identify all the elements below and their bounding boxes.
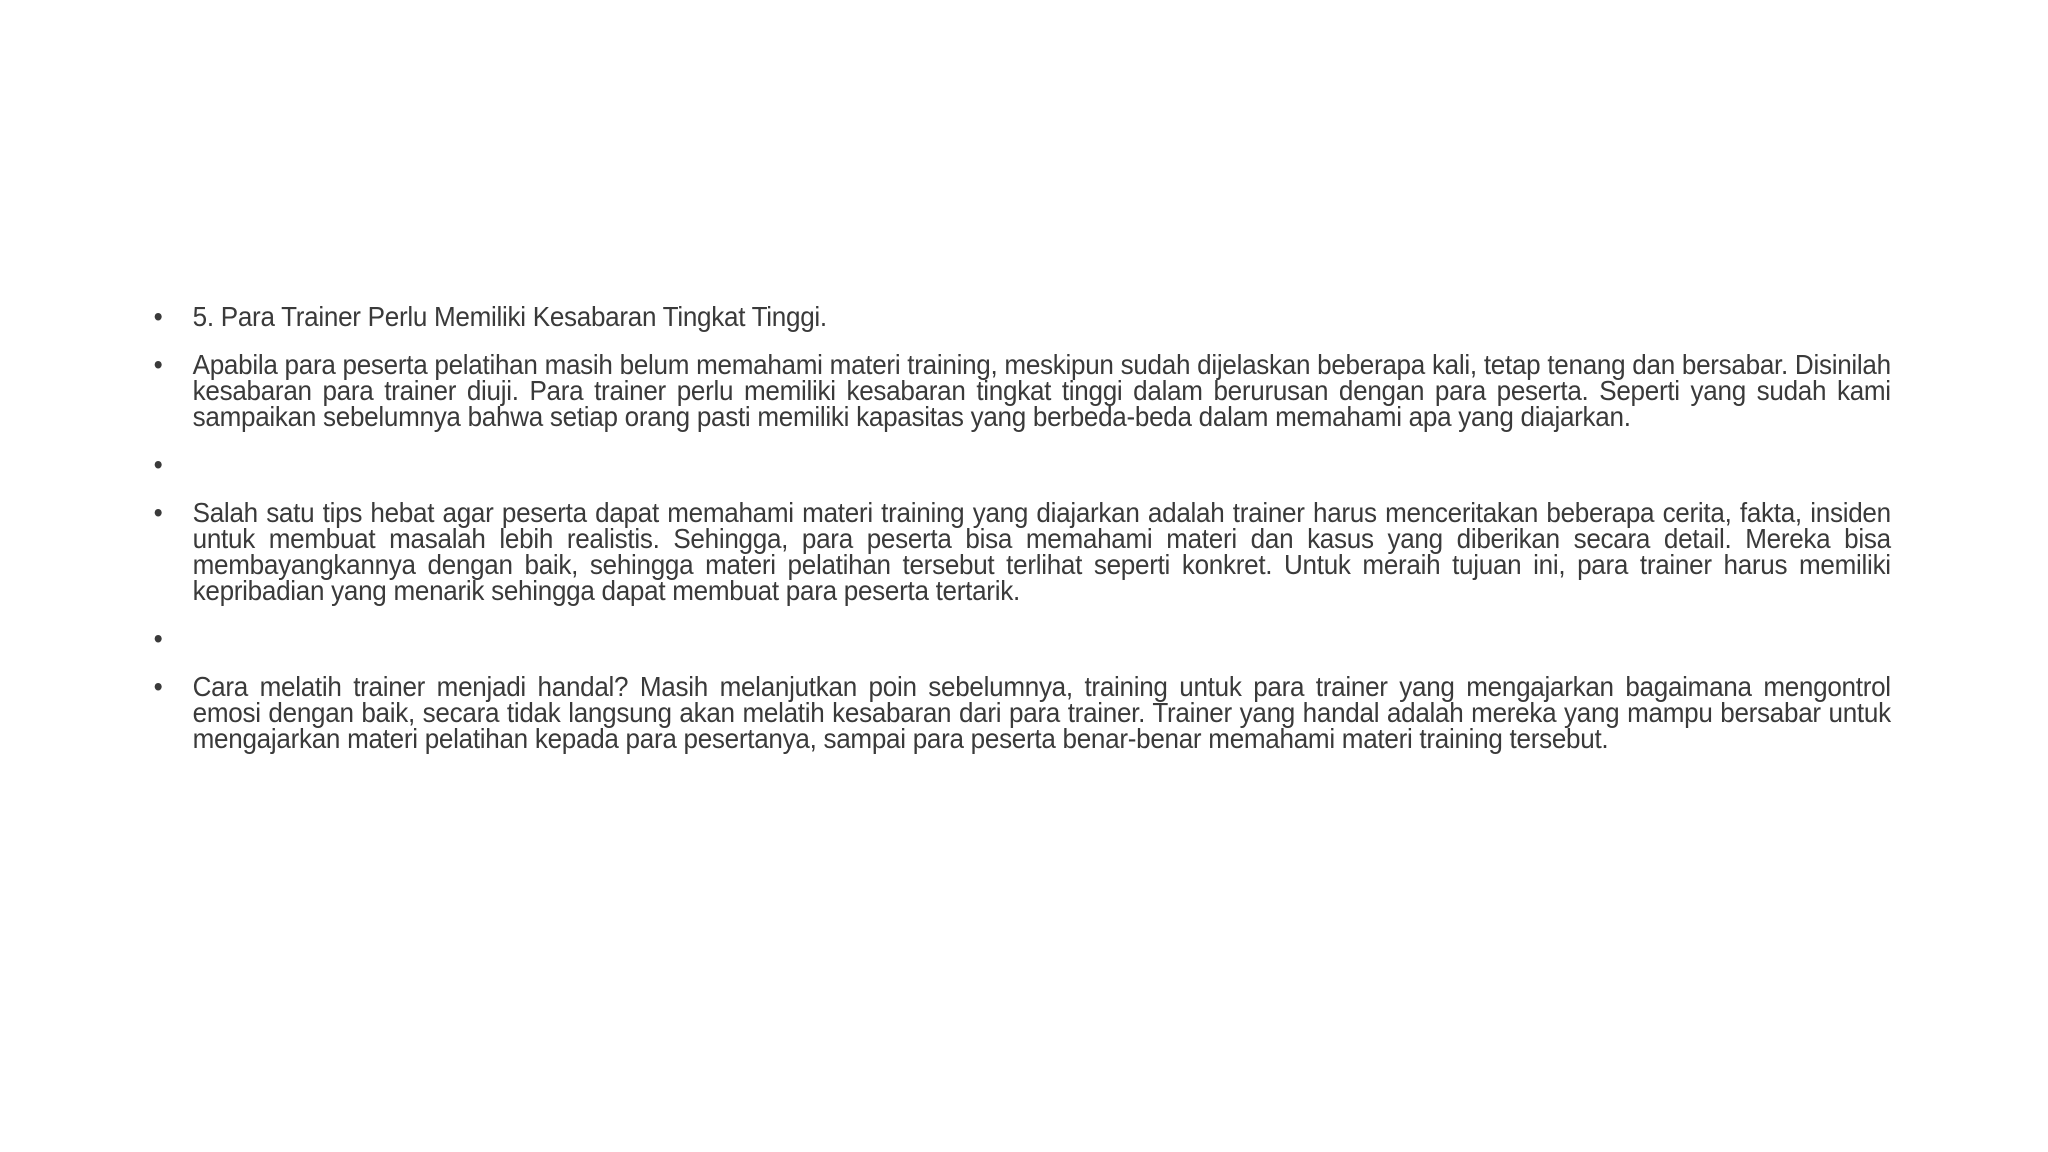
bullet-marker: • [153, 301, 163, 332]
bullet-marker: • [153, 497, 163, 528]
bullet-text: 5. Para Trainer Perlu Memiliki Kesabaran Tingkat Tinggi. [192, 301, 827, 332]
bullet-item-empty [148, 623, 1891, 654]
bullet-marker: • [153, 623, 163, 654]
bullet-item [148, 497, 1891, 606]
slide-content [148, 301, 1908, 754]
bullet-item [148, 349, 1891, 432]
bullet-marker: • [153, 671, 163, 702]
bullet-text: Salah satu tips hebat agar peserta dapat memahami materi training yang diajarkan adalah trainer harus menceritakan beberapa cerita, fakta, insiden untuk membuat masalah lebih realistis. Sehingga, para peserta bisa memahami materi dan kasus yang diberikan secara detail. Mereka bisa membayangkannya dengan baik, sehingga materi pelatihan tersebut terlihat seperti konkret. Untuk meraih tujuan ini, para trainer harus memiliki kepribadian yang menarik sehingga dapat membuat para peserta tertarik. [192, 497, 1891, 606]
bullet-text: Apabila para peserta pelatihan masih belum memahami materi training, meskipun sudah dijelaskan beberapa kali, tetap tenang dan bersabar. Disinilah kesabaran para trainer diuji. Para trainer perlu memiliki kesabaran tingkat tinggi dalam berurusan dengan para peserta. Seperti yang sudah kami sampaikan sebelumnya bahwa setiap orang pasti memiliki kapasitas yang berbeda-beda dalam memahami apa yang diajarkan. [192, 349, 1891, 432]
bullet-text: Cara melatih trainer menjadi handal? Masih melanjutkan poin sebelumnya, training untuk para trainer yang mengajarkan bagaimana mengontrol emosi dengan baik, secara tidak langsung akan melatih kesabaran dari para trainer. Trainer yang handal adalah mereka yang mampu bersabar untuk mengajarkan materi pelatihan kepada para pesertanya, sampai para peserta benar-benar memahami materi training tersebut. [192, 671, 1891, 754]
bullet-list [148, 301, 1908, 754]
bullet-marker: • [153, 449, 163, 480]
bullet-marker: • [153, 349, 163, 380]
bullet-item [148, 301, 1891, 332]
bullet-item [148, 671, 1891, 754]
bullet-item-empty [148, 449, 1891, 480]
